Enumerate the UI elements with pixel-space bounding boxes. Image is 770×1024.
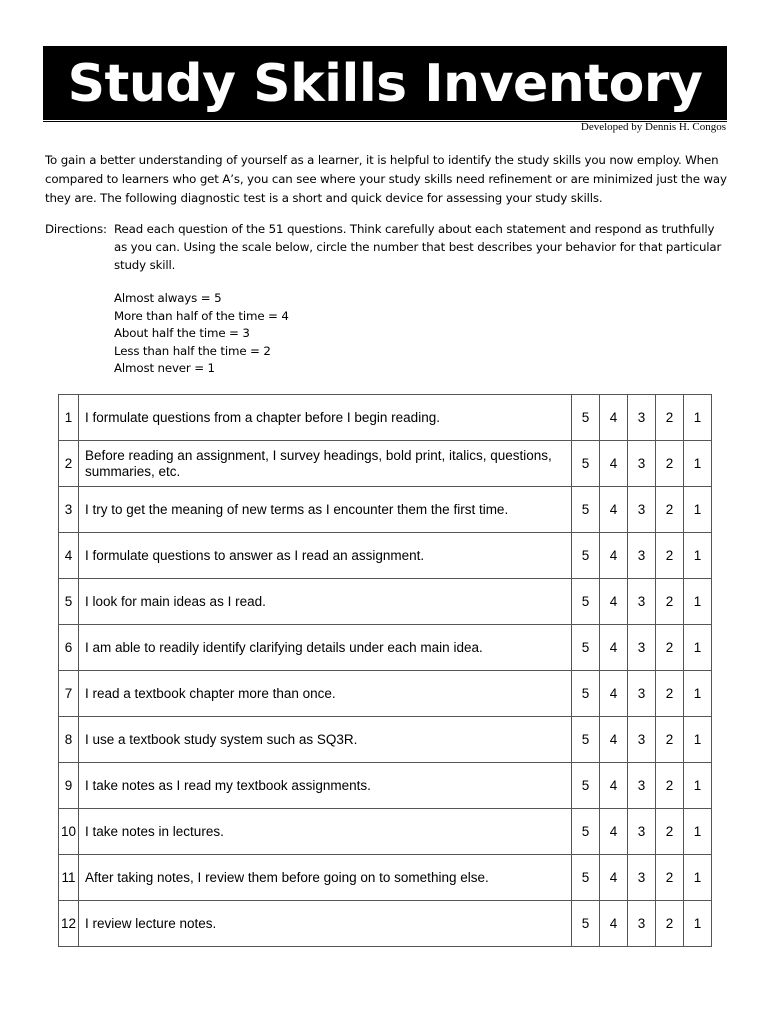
rating-option-2[interactable]: 2 <box>656 487 684 533</box>
question-row <box>59 625 712 671</box>
directions-label: Directions: <box>45 222 107 236</box>
rating-option-3[interactable]: 3 <box>628 487 656 533</box>
question-row <box>59 717 712 763</box>
rating-scale-legend <box>114 290 289 378</box>
rating-option-2[interactable]: 2 <box>656 717 684 763</box>
question-number: 5 <box>59 579 79 625</box>
question-text: I formulate questions to answer as I read an assignment. <box>79 533 572 579</box>
question-text: I take notes in lectures. <box>79 809 572 855</box>
rating-option-5[interactable]: 5 <box>572 533 600 579</box>
question-row <box>59 763 712 809</box>
rating-option-2[interactable]: 2 <box>656 763 684 809</box>
rating-option-5[interactable]: 5 <box>572 717 600 763</box>
question-number: 12 <box>59 901 79 947</box>
rating-option-1[interactable]: 1 <box>684 395 712 441</box>
question-number: 1 <box>59 395 79 441</box>
rating-option-4[interactable]: 4 <box>600 395 628 441</box>
rating-option-1[interactable]: 1 <box>684 625 712 671</box>
rating-option-4[interactable]: 4 <box>600 533 628 579</box>
rating-option-4[interactable]: 4 <box>600 441 628 487</box>
question-number: 3 <box>59 487 79 533</box>
rating-option-5[interactable]: 5 <box>572 625 600 671</box>
rating-option-2[interactable]: 2 <box>656 901 684 947</box>
rating-option-2[interactable]: 2 <box>656 809 684 855</box>
question-number: 11 <box>59 855 79 901</box>
question-text: I review lecture notes. <box>79 901 572 947</box>
rating-option-3[interactable]: 3 <box>628 671 656 717</box>
inventory-table <box>58 394 712 947</box>
question-text: I try to get the meaning of new terms as I encounter them the first time. <box>79 487 572 533</box>
rating-option-3[interactable]: 3 <box>628 441 656 487</box>
rating-option-5[interactable]: 5 <box>572 855 600 901</box>
rating-option-3[interactable]: 3 <box>628 395 656 441</box>
question-row <box>59 809 712 855</box>
rating-option-1[interactable]: 1 <box>684 809 712 855</box>
title-banner <box>43 46 727 120</box>
rating-option-5[interactable]: 5 <box>572 395 600 441</box>
question-row <box>59 579 712 625</box>
rating-option-3[interactable]: 3 <box>628 533 656 579</box>
rating-option-3[interactable]: 3 <box>628 579 656 625</box>
rating-option-4[interactable]: 4 <box>600 717 628 763</box>
question-row <box>59 533 712 579</box>
question-number: 6 <box>59 625 79 671</box>
rating-option-2[interactable]: 2 <box>656 395 684 441</box>
rating-option-4[interactable]: 4 <box>600 625 628 671</box>
question-row <box>59 395 712 441</box>
rating-option-1[interactable]: 1 <box>684 763 712 809</box>
question-number: 9 <box>59 763 79 809</box>
rating-option-1[interactable]: 1 <box>684 901 712 947</box>
rating-option-3[interactable]: 3 <box>628 901 656 947</box>
rating-option-1[interactable]: 1 <box>684 441 712 487</box>
rating-option-2[interactable]: 2 <box>656 625 684 671</box>
rating-option-4[interactable]: 4 <box>600 671 628 717</box>
question-number: 7 <box>59 671 79 717</box>
rating-option-2[interactable]: 2 <box>656 855 684 901</box>
scale-item: Almost always = 5 <box>114 291 222 305</box>
question-number: 4 <box>59 533 79 579</box>
rating-option-4[interactable]: 4 <box>600 579 628 625</box>
rating-option-2[interactable]: 2 <box>656 579 684 625</box>
question-text: Before reading an assignment, I survey headings, bold print, italics, questions, summaries, etc. <box>79 441 572 487</box>
rating-option-1[interactable]: 1 <box>684 717 712 763</box>
rating-option-5[interactable]: 5 <box>572 763 600 809</box>
rating-option-5[interactable]: 5 <box>572 671 600 717</box>
rating-option-3[interactable]: 3 <box>628 809 656 855</box>
rating-option-2[interactable]: 2 <box>656 441 684 487</box>
question-text: I look for main ideas as I read. <box>79 579 572 625</box>
rating-option-2[interactable]: 2 <box>656 533 684 579</box>
question-text: After taking notes, I review them before going on to something else. <box>79 855 572 901</box>
scale-item: More than half of the time = 4 <box>114 308 289 323</box>
question-text: I take notes as I read my textbook assignments. <box>79 763 572 809</box>
scale-item: About half the time = 3 <box>114 326 250 340</box>
rating-option-3[interactable]: 3 <box>628 717 656 763</box>
question-number: 10 <box>59 809 79 855</box>
intro-paragraph: To gain a better understanding of yourself as a learner, it is helpful to identify the study skills you now employ. When compared to learners who get A’s, you can see where your study skills need refinement or are minimized just the way they are. The following diagnostic test is a short and quick device for assessing your study skills. <box>45 153 727 205</box>
scale-item: Less than half the time = 2 <box>114 343 271 358</box>
question-text: I read a textbook chapter more than once. <box>79 671 572 717</box>
rating-option-1[interactable]: 1 <box>684 533 712 579</box>
rating-option-3[interactable]: 3 <box>628 855 656 901</box>
rating-option-3[interactable]: 3 <box>628 763 656 809</box>
question-text: I am able to readily identify clarifying details under each main idea. <box>79 625 572 671</box>
rating-option-1[interactable]: 1 <box>684 855 712 901</box>
scale-item: Almost never = 1 <box>114 361 215 375</box>
rating-option-4[interactable]: 4 <box>600 809 628 855</box>
author-credit: Developed by Dennis H. Congos <box>580 121 726 133</box>
question-row <box>59 901 712 947</box>
rating-option-1[interactable]: 1 <box>684 579 712 625</box>
question-number: 2 <box>59 441 79 487</box>
rating-option-1[interactable]: 1 <box>684 487 712 533</box>
rating-option-5[interactable]: 5 <box>572 809 600 855</box>
question-row <box>59 487 712 533</box>
question-number: 8 <box>59 717 79 763</box>
question-row <box>59 441 712 487</box>
rating-option-4[interactable]: 4 <box>600 901 628 947</box>
rating-option-5[interactable]: 5 <box>572 901 600 947</box>
question-row <box>59 671 712 717</box>
question-text: I formulate questions from a chapter before I begin reading. <box>79 395 572 441</box>
rating-option-5[interactable]: 5 <box>572 579 600 625</box>
rating-option-4[interactable]: 4 <box>600 487 628 533</box>
rating-option-4[interactable]: 4 <box>600 855 628 901</box>
page-title: Study Skills Inventory <box>67 54 703 114</box>
question-row <box>59 855 712 901</box>
directions-text: Read each question of the 51 questions. Think carefully about each statement and respond as truthfully as you can. Using the scale below, circle the number that best describes your behavior for that particular study skill. <box>114 222 722 272</box>
question-text: I use a textbook study system such as SQ3R. <box>79 717 572 763</box>
rating-option-5[interactable]: 5 <box>572 487 600 533</box>
rating-option-3[interactable]: 3 <box>628 625 656 671</box>
rating-option-5[interactable]: 5 <box>572 441 600 487</box>
rating-option-2[interactable]: 2 <box>656 671 684 717</box>
rating-option-1[interactable]: 1 <box>684 671 712 717</box>
rating-option-4[interactable]: 4 <box>600 763 628 809</box>
